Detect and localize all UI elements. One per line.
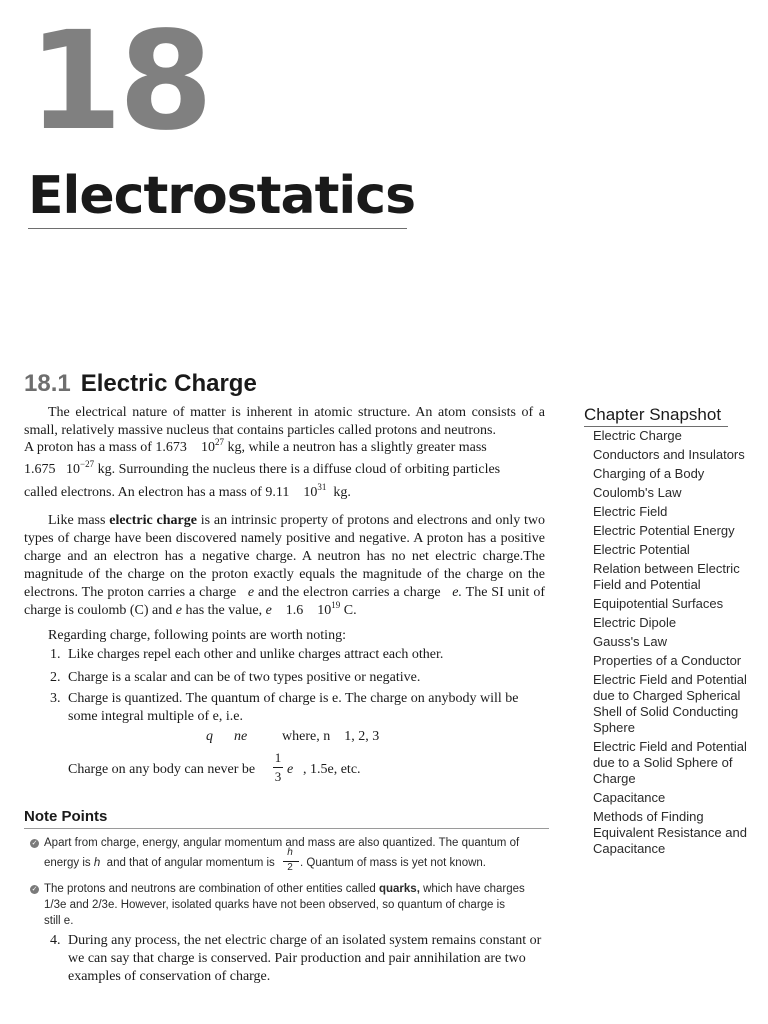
note1-d: . Quantum of mass is yet not known. <box>300 857 486 869</box>
list-item-4 <box>50 932 546 986</box>
p1-line4-ten: 10 <box>66 462 80 477</box>
snapshot-item: Properties of a Conductor <box>593 653 742 668</box>
snapshot-item: Relation between Electric Field and Potential <box>593 561 740 592</box>
never-text: Charge on any body can never be <box>68 762 256 777</box>
note-2-line2: 1/3e and 2/3e. However, isolated quarks have not been observed, so quantum of charge is <box>44 899 505 911</box>
p1-line4-exp: −27 <box>80 459 95 469</box>
note-2 <box>44 881 544 897</box>
list-number-3: 3. <box>50 691 61 706</box>
p1-line5: called electrons. An electron has a mass of 9.11 <box>24 485 290 500</box>
snapshot-item: Electric Field <box>593 504 668 519</box>
snapshot-item: Gauss's Law <box>593 634 668 649</box>
check-bullet-icon: ✓ <box>31 839 38 847</box>
p2-si-num: 1.6 <box>285 603 304 618</box>
snapshot-item: Electric Field and Potential due to a Solid Sphere of Charge <box>593 739 747 786</box>
note2-bold: quarks, <box>378 883 420 895</box>
snapshot-item: Coulomb's Law <box>593 485 682 500</box>
list-item-3 <box>50 690 546 726</box>
note1-c: and that of angular momentum is <box>106 857 275 869</box>
noting-intro: Regarding charge, following points are worth noting: <box>48 628 346 643</box>
note1-h: h <box>93 857 101 869</box>
chapter-snapshot-list <box>593 428 753 860</box>
list-number-2: 2. <box>50 670 61 685</box>
note1-a: Apart from charge, energy, angular momentum and mass are also quantized. The quantum of <box>44 837 520 849</box>
list-item-1 <box>50 646 546 664</box>
p2-pre: Like mass <box>48 513 110 528</box>
p2-e2: e. <box>452 585 462 600</box>
chapter-title: Electrostatics <box>28 166 416 226</box>
p2-si: The SI unit of charge is coulomb (C) and <box>24 585 546 618</box>
p2-mid: and the electron carries a charge <box>258 585 441 600</box>
list-number-4: 4. <box>50 933 61 948</box>
section-heading <box>24 368 257 400</box>
snapshot-item: Equipotential Surfaces <box>593 596 724 611</box>
list-number-1: 1. <box>50 647 61 662</box>
list-text-4: During any process, the net electric charge of an isolated system remains constant or we can say that charge is conserved. Pair production and pair annihilation are two examples of conservation of charge. <box>68 933 542 984</box>
main-text <box>24 404 545 620</box>
snapshot-item: Charging of a Body <box>593 466 705 481</box>
paragraph-electric-charge <box>24 512 545 620</box>
never-e: e <box>287 762 294 777</box>
paragraph-atomic-structure <box>24 404 545 440</box>
p1-line5-exp: 31 <box>317 482 327 492</box>
note1-frac-den: 2 <box>287 862 293 873</box>
snapshot-item: Electric Field and Potential due to Charged Spherical Shell of Solid Conducting Sphere <box>593 672 747 735</box>
p2-si-e: e <box>175 603 182 618</box>
p1-text: The electrical nature of matter is inherent in atomic structure. An atom consists of a small, relatively massive nucleus that contains particles called protons and neutrons. <box>24 405 545 438</box>
p2-si-c: C. <box>343 603 357 618</box>
p2-post: is an intrinsic property of protons and electrons and only two types of charge have been discovered namely positive and negative. A proton has a positive charge and an electron has a negative charge. A neutron has no net electric charge.The magnitude of the charge on the proton exactly equals the magnitude of the charge on the electrons. The proton carries a charge <box>24 513 545 600</box>
chapter-number: 18 <box>28 3 210 161</box>
eq-vals: 1, 2, 3 <box>344 729 380 744</box>
eq-ne: ne <box>234 729 248 744</box>
note2-b: which have charges <box>419 883 525 895</box>
p1-line3-rest: kg, while a neutron has a slightly greater mass <box>227 440 487 455</box>
note-2-line3: still e. <box>44 915 74 927</box>
note-points-rule <box>24 828 549 829</box>
section-title: Electric Charge <box>80 370 257 397</box>
title-underline <box>28 228 407 229</box>
check-bullet-icon-2: ✓ <box>31 885 38 893</box>
p2-si-val: has the value, <box>185 603 263 618</box>
chapter-snapshot-rule <box>584 426 728 427</box>
fraction-numerator: 1 <box>274 750 282 765</box>
p1-line4-rest: kg. Surrounding the nucleus there is a diffuse cloud of orbiting particles <box>97 462 501 477</box>
section-number: 18.1 <box>24 370 71 397</box>
list-text-3: Charge is quantized. The quantum of charge is e. The charge on anybody will be some integral multiple of e, i.e. <box>68 691 519 724</box>
electron-mass-line <box>24 484 545 502</box>
p1-line5-unit: kg. <box>333 485 351 500</box>
note1-b: energy is <box>44 857 91 869</box>
note1-frac-num: h <box>287 847 293 858</box>
note2-a: The protons and neutrons are combination of other entities called <box>44 883 379 895</box>
snapshot-item: Electric Charge <box>593 428 682 443</box>
fraction-denominator: 3 <box>274 769 282 784</box>
eq-where <box>282 729 379 745</box>
p1-line3: A proton has a mass of 1.673 <box>24 440 187 455</box>
p1-line3-exp: 27 <box>214 437 224 447</box>
p2-bold-term: electric charge <box>109 513 197 528</box>
neutron-mass-line <box>24 461 545 479</box>
snapshot-item: Capacitance <box>593 790 666 805</box>
never-post: , 1.5e, etc. <box>303 762 361 777</box>
list-text-2: Charge is a scalar and can be of two types positive or negative. <box>68 670 421 685</box>
p2-si-exp: 19 <box>331 600 341 610</box>
p1-line5-ten: 10 <box>303 485 318 500</box>
p2-si-e2: e <box>265 603 272 618</box>
eq-q: q <box>206 729 213 744</box>
snapshot-item: Electric Potential <box>593 542 690 557</box>
quantization-equation <box>206 729 247 745</box>
p2-si-ten: 10 <box>317 603 332 618</box>
eq-where-text: where, n <box>282 729 331 744</box>
snapshot-item: Electric Potential Energy <box>593 523 735 538</box>
proton-mass-line <box>24 439 545 457</box>
p2-e1: e <box>247 585 255 600</box>
fraction-bar <box>273 767 283 768</box>
snapshot-item: Methods of Finding Equivalent Resistance and Capacitance <box>593 809 747 856</box>
p1-line4-a: 1.675 <box>24 462 56 477</box>
p1-line3-ten: 10 <box>200 440 215 455</box>
list-text-1: Like charges repel each other and unlike charges attract each other. <box>68 647 444 662</box>
list-item-2 <box>50 669 546 687</box>
snapshot-item: Conductors and Insulators <box>593 447 745 462</box>
snapshot-item: Electric Dipole <box>593 615 677 630</box>
note-points-heading: Note Points <box>24 808 108 825</box>
chapter-snapshot-heading: Chapter Snapshot <box>584 405 722 424</box>
